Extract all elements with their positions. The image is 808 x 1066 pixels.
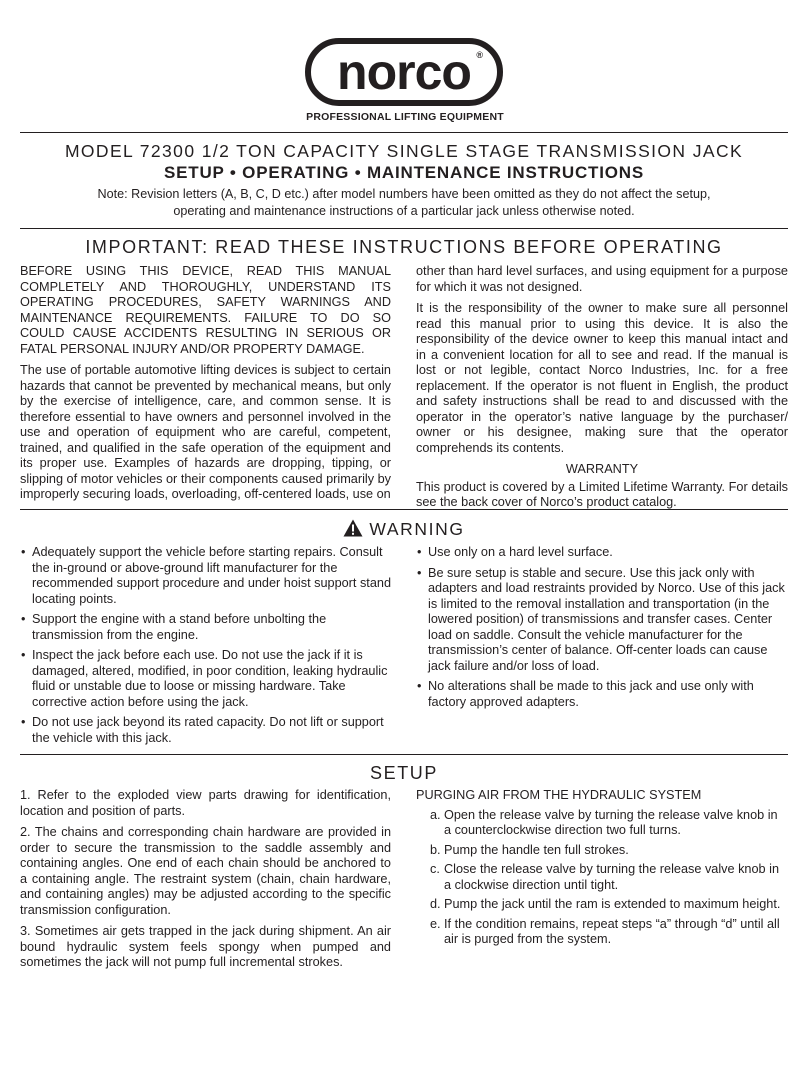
brand-logo [0,38,808,111]
warning-item: • Be sure setup is stable and secure. Use this jack only with adapters and load restraints provided by Norco. Use of this jack is limited to the removal installation and transportation (in the lowered position) of transmissions and transfer cases. Center load on saddle. Consult the vehicle manufacturer for the transmission’s center of balance. Off-center loads can cause jack failure and/or loss of load. [416,566,790,675]
step-text: Open the release valve by turning the release valve knob in a counterclockwise direction two full turns. [444,807,778,837]
logo-wordmark: norco [337,44,471,100]
warning-title: WARNING [369,519,465,539]
step-text: Pump the jack until the ram is extended to maximum height. [444,897,781,911]
warning-item: • Use only on a hard level surface. [416,545,790,561]
tagline: PROFESSIONAL LIFTING EQUIPMENT [306,111,504,123]
setup-step-2: 2. The chains and corresponding chain hardware are provided in order to secure the transmission to the saddle assembly and containing angles. One end of each chain should be anchored to a containing angle. The restraint system (chain, chain hardware, and containing angles) may be adjusted according to the specific transmission configuration. [20,825,391,917]
warning-item: • Do not use jack beyond its rated capacity. Do not lift or support the vehicle with this jack. [20,715,392,746]
purging-step [430,917,788,948]
warning-triangle-icon [343,519,363,542]
setup-left-column [20,788,391,977]
warranty-heading: WARRANTY [565,462,639,476]
important-right-column [416,264,788,517]
important-left-column [20,264,391,509]
warning-item: • Support the engine with a stand before unbolting the transmission from the engine. [20,612,392,643]
warning-item: • Inspect the jack before each use. Do not use the jack if it is damaged, altered, modified, in poor condition, leaking hydraulic fluid or unstable due to loose or missing hardware. Take corrective action before using the jack. [20,648,392,710]
divider [20,509,788,510]
registered-mark: ® [476,50,483,60]
warning-right-column [416,545,790,715]
important-continued-paragraph: other than hard level surfaces, and using equipment for a purpose for which it was not designed. [416,264,788,294]
purging-step [430,843,788,859]
setup-step-3: 3. Sometimes air gets trapped in the jack during shipment. An air bound hydraulic system feels spongy when pumped and sometimes the jack will not pump full incremental strokes. [20,924,391,969]
warranty-text: This product is covered by a Limited Lifetime Warranty. For details see the back cover of Norco’s product catalog. [416,479,788,509]
purging-step [430,808,788,839]
revision-note [0,186,808,219]
important-hazards-paragraph: The use of portable automotive lifting devices is subject to certain hazards that cannot be prevented by mechanical means, but only by the exercise of intelligence, care, and common sense. It is therefore essential to have owners and personnel involved in the use and operation of equipment who are careful, competent, trained, and qualified in the safe operation of the equipment and its proper use. Examples of hazards are dropping, tipping, or slipping of motor vehicles or their components caused primarily by improperly securing loads, overloading, off-centered loads, use on [20,363,391,501]
step-text: Close the release valve by turning the release valve knob in a clockwise direction until tight. [444,862,780,892]
divider [20,132,788,133]
step-text: Pump the handle ten full strokes. [444,842,629,857]
step-letter: d. [430,897,441,911]
step-text: If the condition remains, repeat steps “a” through “d” until all air is purged from the system. [444,916,780,946]
purging-step [430,897,788,913]
divider [20,228,788,229]
important-heading: IMPORTANT: READ THESE INSTRUCTIONS BEFORE OPERATING [85,237,723,257]
warning-item: • Adequately support the vehicle before starting repairs. Consult the in-ground or above-ground lift manufacturer for the recommended support procedure and under hoist support stand locating points. [20,545,392,607]
step-letter: c. [430,862,440,876]
step-letter: b. [430,842,441,857]
warning-heading [0,519,808,542]
warning-left-column [20,545,392,751]
step-letter: e. [430,916,441,931]
setup-right-column [416,788,788,952]
purging-steps [416,808,788,948]
purging-heading: PURGING AIR FROM THE HYDRAULIC SYSTEM [416,788,702,802]
note-line-2: operating and maintenance instructions of a particular jack unless otherwise noted. [173,203,635,218]
document-subtitle: SETUP • OPERATING • MAINTENANCE INSTRUCTIONS [164,163,644,182]
model-title: MODEL 72300 1/2 TON CAPACITY SINGLE STAGE TRANSMISSION JACK [64,141,744,161]
note-line-1: Note: Revision letters (A, B, C, D etc.) after model numbers have been omitted as they do not affect the setup, [97,187,711,201]
important-warning-paragraph: BEFORE USING THIS DEVICE, READ THIS MANUAL COMPLETELY AND THOROUGHLY, UNDERSTAND ITS OPERATING PROCEDURES, SAFETY WARNINGS AND MAINTENANCE REQUIREMENTS. FAILURE TO DO SO COULD CAUSE ACCIDENTS RESULTING IN SERIOUS OR FATAL PERSONAL INJURY AND/OR PROPERTY DAMAGE. [20,264,391,356]
warning-item: • No alterations shall be made to this jack and use only with factory approved adapters. [416,679,790,710]
purging-step [430,862,788,893]
step-letter: a. [430,807,441,822]
setup-step-1: 1. Refer to the exploded view parts drawing for identification, location and position of parts. [20,788,391,818]
owner-responsibility-paragraph: It is the responsibility of the owner to make sure all personnel read this manual prior to using this device. It is also the responsibility of the device owner to keep this manual intact and in a convenient location for all to see and read. If the manual is lost or not legible, contact Norco Industries, Inc. for a free replacement. If the operator is not fluent in English, the product and safety instructions shall be read to and discussed with the operator in the operator’s native language by the purchaser/ owner or his designee, making sure that the operator comprehends its contents. [416,301,788,455]
logo-badge [305,38,503,106]
divider [20,754,788,755]
setup-heading: SETUP [369,763,438,783]
